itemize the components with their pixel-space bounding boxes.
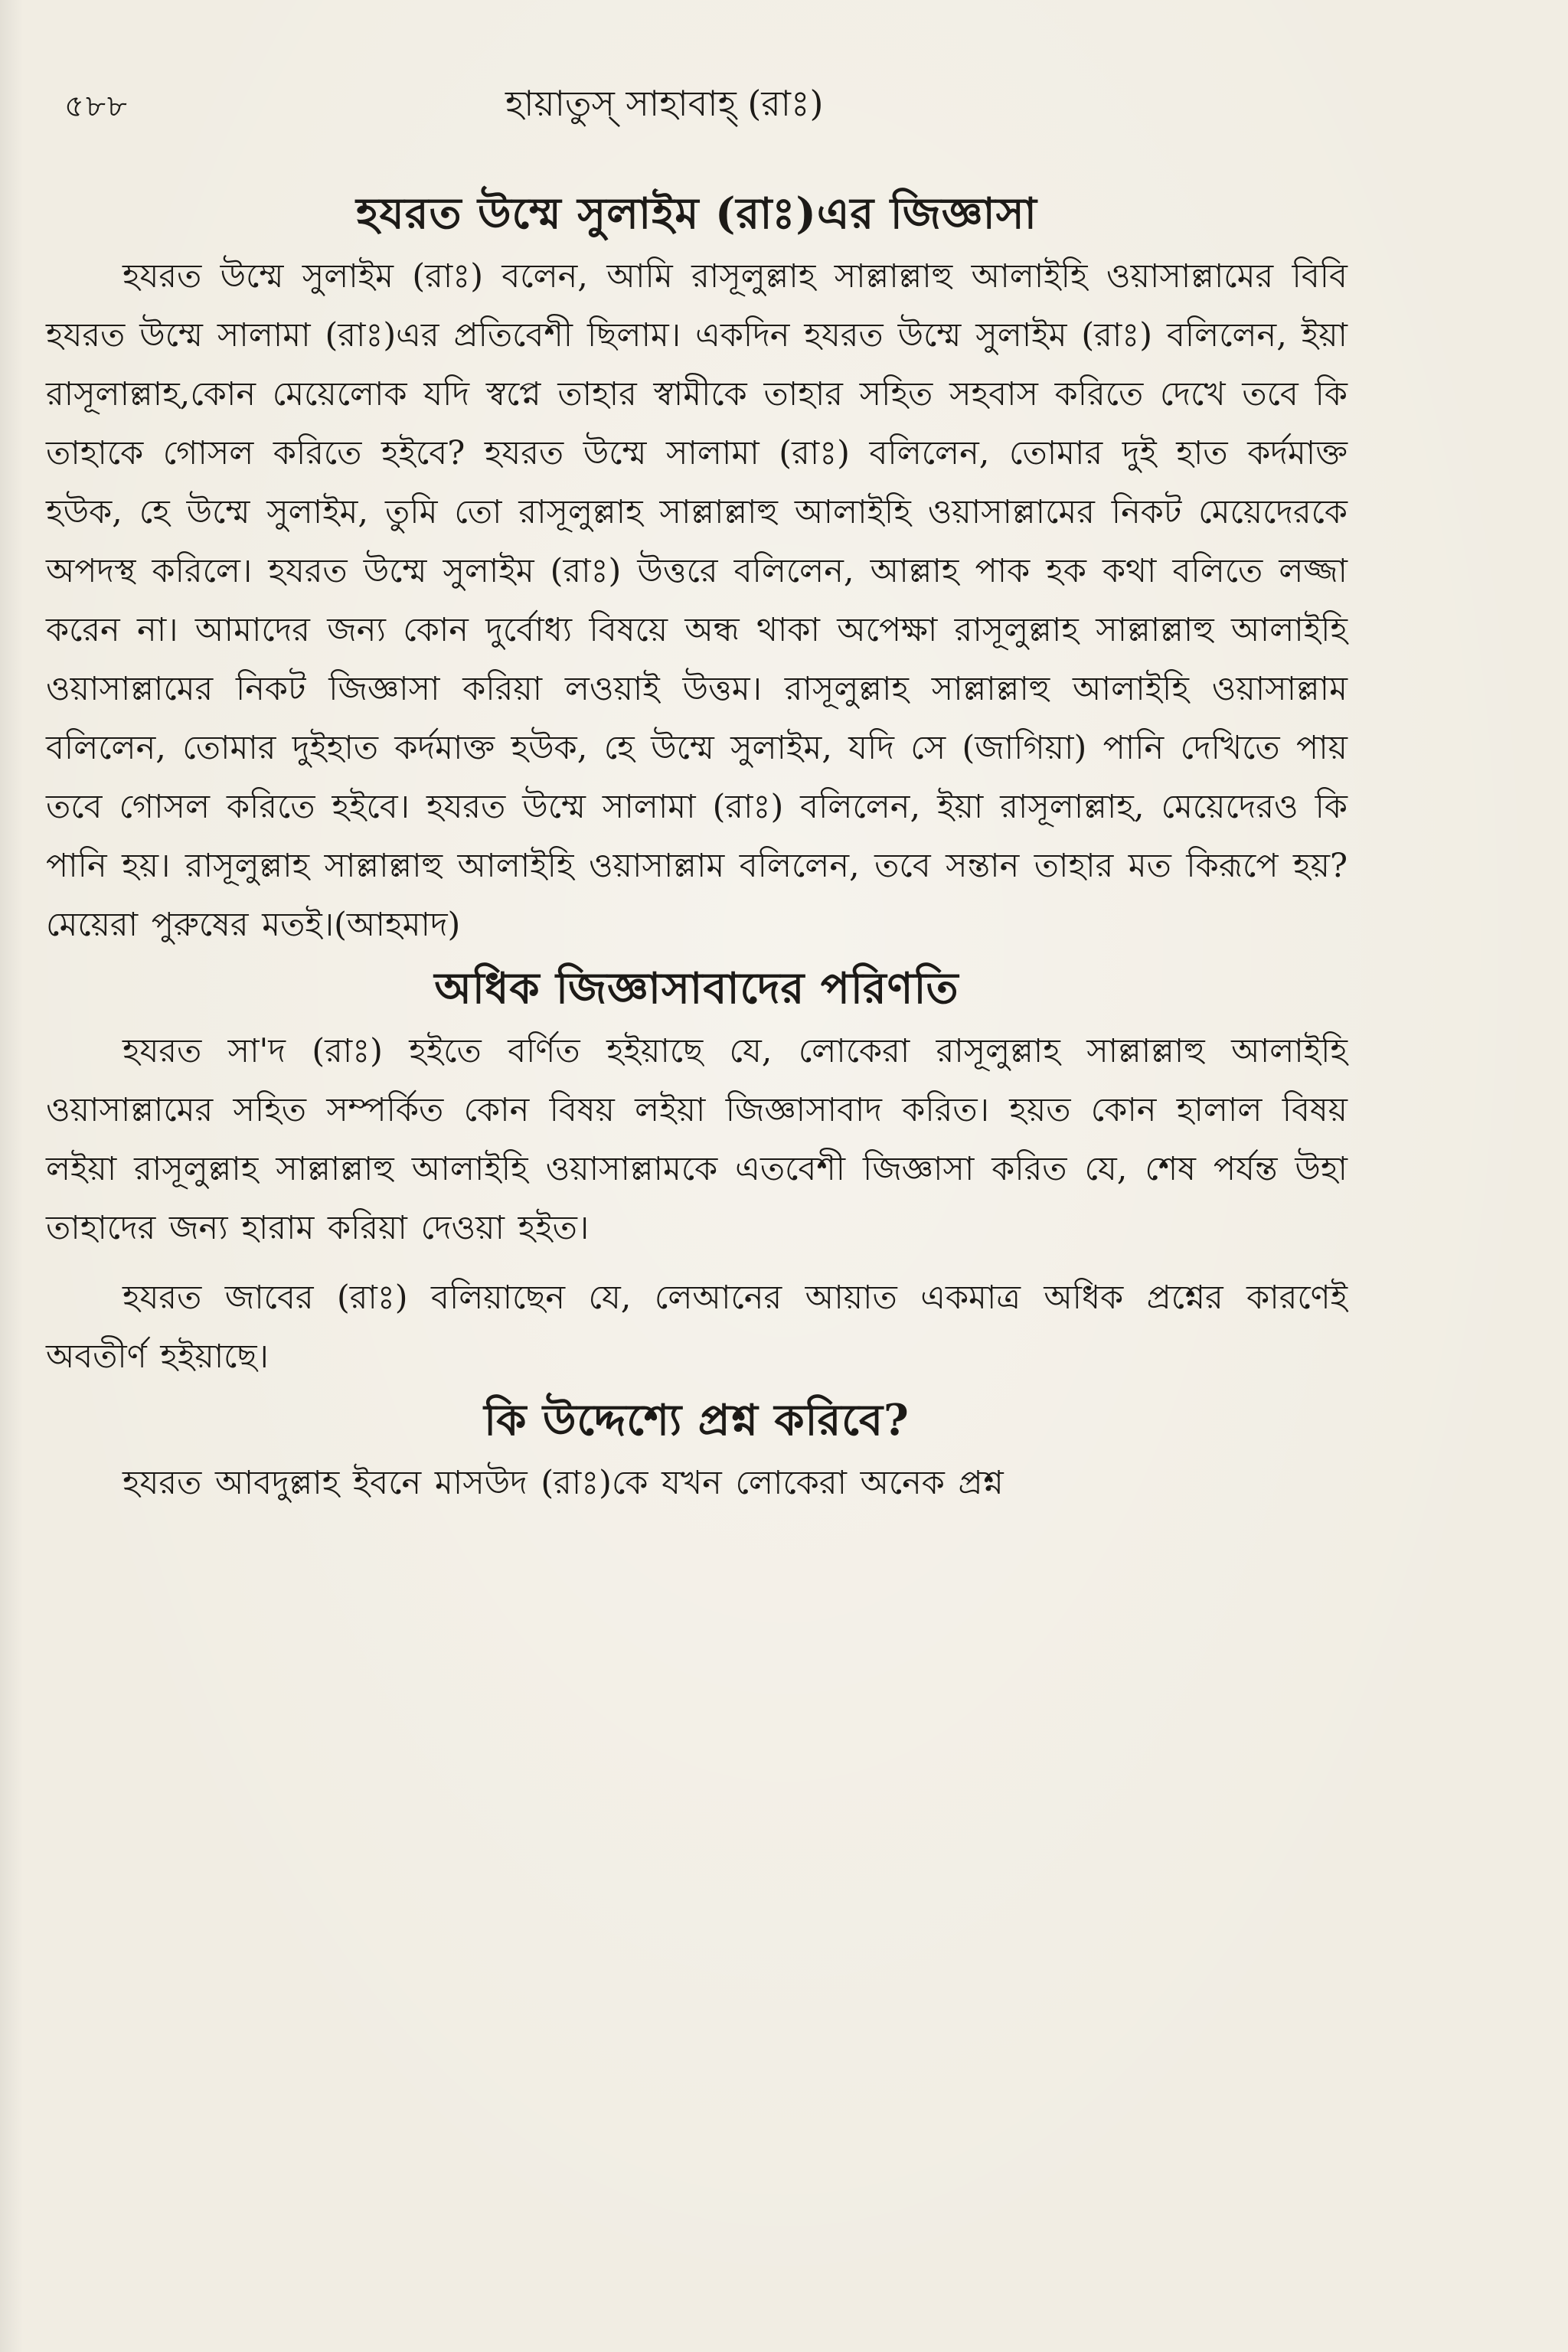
page-edge-shadow bbox=[0, 0, 23, 2352]
paragraph: হযরত আবদুল্লাহ ইবনে মাসউদ (রাঃ)কে যখন লোকেরা অনেক প্রশ্ন bbox=[122, 1464, 1004, 1502]
section-purpose-of-question bbox=[46, 1387, 1348, 1513]
page-body bbox=[46, 180, 1348, 1513]
section-title: হযরত উম্মে সুলাইম (রাঃ)এর জিজ্ঞাসা bbox=[356, 188, 1037, 239]
section-excess-questioning bbox=[46, 955, 1348, 1387]
paragraph: হযরত জাবের (রাঃ) বলিয়াছেন যে, লেআনের আয়াত একমাত্র অধিক প্রশ্নের কারণেই অবতীর্ণ হইয়াছে। bbox=[46, 1279, 1348, 1376]
page-number: ৫৮৮ bbox=[64, 89, 129, 124]
running-header bbox=[61, 73, 1363, 126]
paragraph: হযরত উম্মে সুলাইম (রাঃ) বলেন, আমি রাসূলুল্লাহ সাল্লাল্লাহু আলাইহি ওয়াসাল্লামের বিবি হযরত উম্মে সালামা (রাঃ)এর প্রতিবেশী ছিলাম। একদিন হযরত উম্মে সুলাইম (রাঃ) বলিলেন, ইয়া রাসূলাল্লাহ,কোন মেয়েলোক যদি স্বপ্নে তাহার স্বামীকে তাহার সহিত সহবাস করিতে দেখে তবে কি তাহাকে গোসল করিতে হইবে? হযরত উম্মে সালামা (রাঃ) বলিলেন, তোমার দুই হাত কর্দমাক্ত হউক, হে উম্মে সুলাইম, তুমি তো রাসূলুল্লাহ সাল্লাল্লাহু আলাইহি ওয়াসাল্লামের নিকট মেয়েদেরকে অপদস্থ করিলে। হযরত উম্মে সুলাইম (রাঃ) উত্তরে বলিলেন, আল্লাহ পাক হক কথা বলিতে লজ্জা করেন না। আমাদের জন্য কোন দুর্বোধ্য বিষয়ে অন্ধ থাকা অপেক্ষা রাসূলুল্লাহ সাল্লাল্লাহু আলাইহি ওয়াসাল্লামের নিকট জিজ্ঞাসা করিয়া লওয়াই উত্তম। রাসূলুল্লাহ সাল্লাল্লাহু আলাইহি ওয়াসাল্লাম বলিলেন, তোমার দুইহাত কর্দমাক্ত হউক, হে উম্মে সুলাইম, যদি সে (জাগিয়া) পানি দেখিতে পায় তবে গোসল করিতে হইবে। হযরত উম্মে সালামা (রাঃ) বলিলেন, ইয়া রাসূলাল্লাহ, মেয়েদেরও কি পানি হয়। রাসূলুল্লাহ সাল্লাল্লাহু আলাইহি ওয়াসাল্লাম বলিলেন, তবে সন্তান তাহার মত কিরূপে হয়? মেয়েরা পুরুষের মতই।(আহমাদ) bbox=[46, 257, 1348, 944]
section-umme-sulaim-question bbox=[46, 180, 1348, 955]
section-title: কি উদ্দেশ্যে প্রশ্ন করিবে? bbox=[484, 1395, 910, 1446]
paragraph: হযরত সা'দ (রাঃ) হইতে বর্ণিত হইয়াছে যে, লোকেরা রাসূলুল্লাহ সাল্লাল্লাহু আলাইহি ওয়াসাল্লামের সহিত সম্পর্কিত কোন বিষয় লইয়া জিজ্ঞাসাবাদ করিত। হয়ত কোন হালাল বিষয় লইয়া রাসূলুল্লাহ সাল্লাল্লাহু আলাইহি ওয়াসাল্লামকে এতবেশী জিজ্ঞাসা করিত যে, শেষ পর্যন্ত উহা তাহাদের জন্য হারাম করিয়া দেওয়া হইত। bbox=[46, 1032, 1348, 1247]
section-title: অধিক জিজ্ঞাসাবাদের পরিণতি bbox=[434, 963, 959, 1014]
book-title: হায়াতুস্ সাহাবাহ্ (রাঃ) bbox=[505, 83, 824, 124]
